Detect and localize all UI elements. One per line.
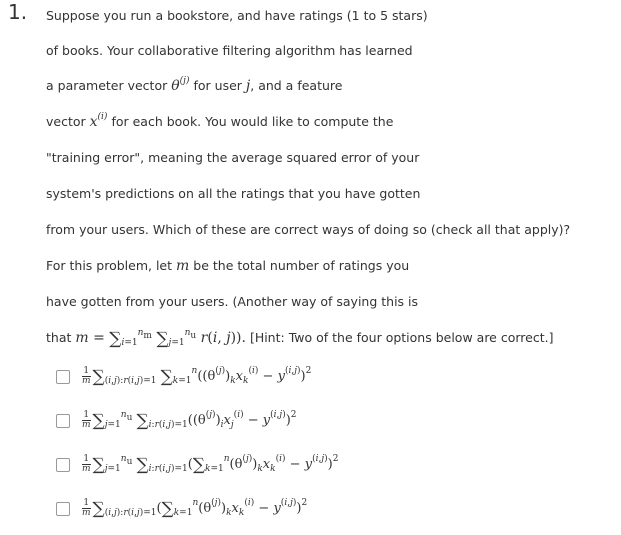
question-line-4 bbox=[46, 114, 393, 130]
fraction-1-over-m: $\frac{1}{m}$ bbox=[82, 366, 91, 386]
answer-option-1[interactable] bbox=[56, 367, 311, 387]
option-3-formula: $\frac{1}{m}$ $\sum_{j=1}^{n_u}$ $\sum_{i:r(i,j)=1}(\sum_{k=1}^n(\theta^{(j)})_kx_k^{(i)} - y^{(i,j)})^2$ bbox=[82, 454, 339, 475]
math-m-definition: $m = \sum_{i=1}^{n_m}$ $\sum_{j=1}^{n_u}$ r(i, j)). bbox=[75, 328, 246, 349]
question-line-8 bbox=[46, 258, 409, 274]
question-text-that: that bbox=[46, 330, 72, 345]
option-3-checkbox[interactable] bbox=[56, 458, 70, 472]
option-1-formula: $\frac{1}{m}$ $\sum_{(i,j):r(i,j)=1}$ $\sum_{k=1}^n((\theta^{(j)})_kx_k^{(i)} - y^{(i,j)})^2$ bbox=[82, 366, 312, 387]
fraction-1-over-m: $\frac{1}{m}$ bbox=[82, 410, 91, 430]
answer-option-2[interactable] bbox=[56, 411, 297, 431]
question-text-hint: [Hint: Two of the four options below are correct.] bbox=[249, 330, 554, 345]
question-line-7: from your users. Which of these are correct ways of doing so (check all that apply)? bbox=[46, 222, 571, 237]
question-text-and-feature: , and a feature bbox=[250, 78, 343, 93]
question-text-vector: vector bbox=[46, 114, 86, 129]
answer-option-4[interactable] bbox=[56, 499, 307, 519]
option-4-formula: $\frac{1}{m}$ $\sum_{(i,j):r(i,j)=1}(\sum_{k=1}^n(\theta^{(j)})_kx_k^{(i)} - y^{(i,j)})^2$ bbox=[82, 498, 308, 519]
math-theta-j: $\theta^{(j)}$ bbox=[171, 76, 190, 94]
math-m: m bbox=[176, 258, 190, 274]
question-line-10 bbox=[46, 330, 553, 347]
question-line-1: Suppose you run a bookstore, and have ratings (1 to 5 stars) bbox=[46, 8, 428, 23]
question-text-total-number: be the total number of ratings you bbox=[193, 258, 410, 273]
option-2-formula: $\frac{1}{m}$ $\sum_{j=1}^{n_u}$ $\sum_{i:r(i,j)=1}((\theta^{(j)})_ix_j^{(i)} - y^{(i,j)})^2$ bbox=[82, 410, 297, 431]
question-text-for-each-book: for each book. You would like to compute the bbox=[111, 114, 394, 129]
question-line-3 bbox=[46, 78, 342, 94]
question-line-5: "training error", meaning the average squared error of your bbox=[46, 150, 420, 165]
question-line-9: have gotten from your users. (Another way of saying this is bbox=[46, 294, 419, 309]
answer-option-3[interactable] bbox=[56, 455, 338, 475]
math-j: j bbox=[245, 78, 251, 94]
question-number: 1. bbox=[8, 0, 28, 24]
question-line-2: of books. Your collaborative filtering algorithm has learned bbox=[46, 43, 413, 58]
option-1-checkbox[interactable] bbox=[56, 370, 70, 384]
question-text-for-user: for user bbox=[193, 78, 242, 93]
option-4-checkbox[interactable] bbox=[56, 502, 70, 516]
fraction-1-over-m: $\frac{1}{m}$ bbox=[82, 498, 91, 518]
question-line-6: system's predictions on all the ratings that you have gotten bbox=[46, 186, 421, 201]
question-text-parameter-vector: a parameter vector bbox=[46, 78, 168, 93]
question-text-let: For this problem, let bbox=[46, 258, 173, 273]
fraction-1-over-m: $\frac{1}{m}$ bbox=[82, 454, 91, 474]
math-x-i: $x^{(i)}$ bbox=[89, 112, 108, 130]
option-2-checkbox[interactable] bbox=[56, 414, 70, 428]
